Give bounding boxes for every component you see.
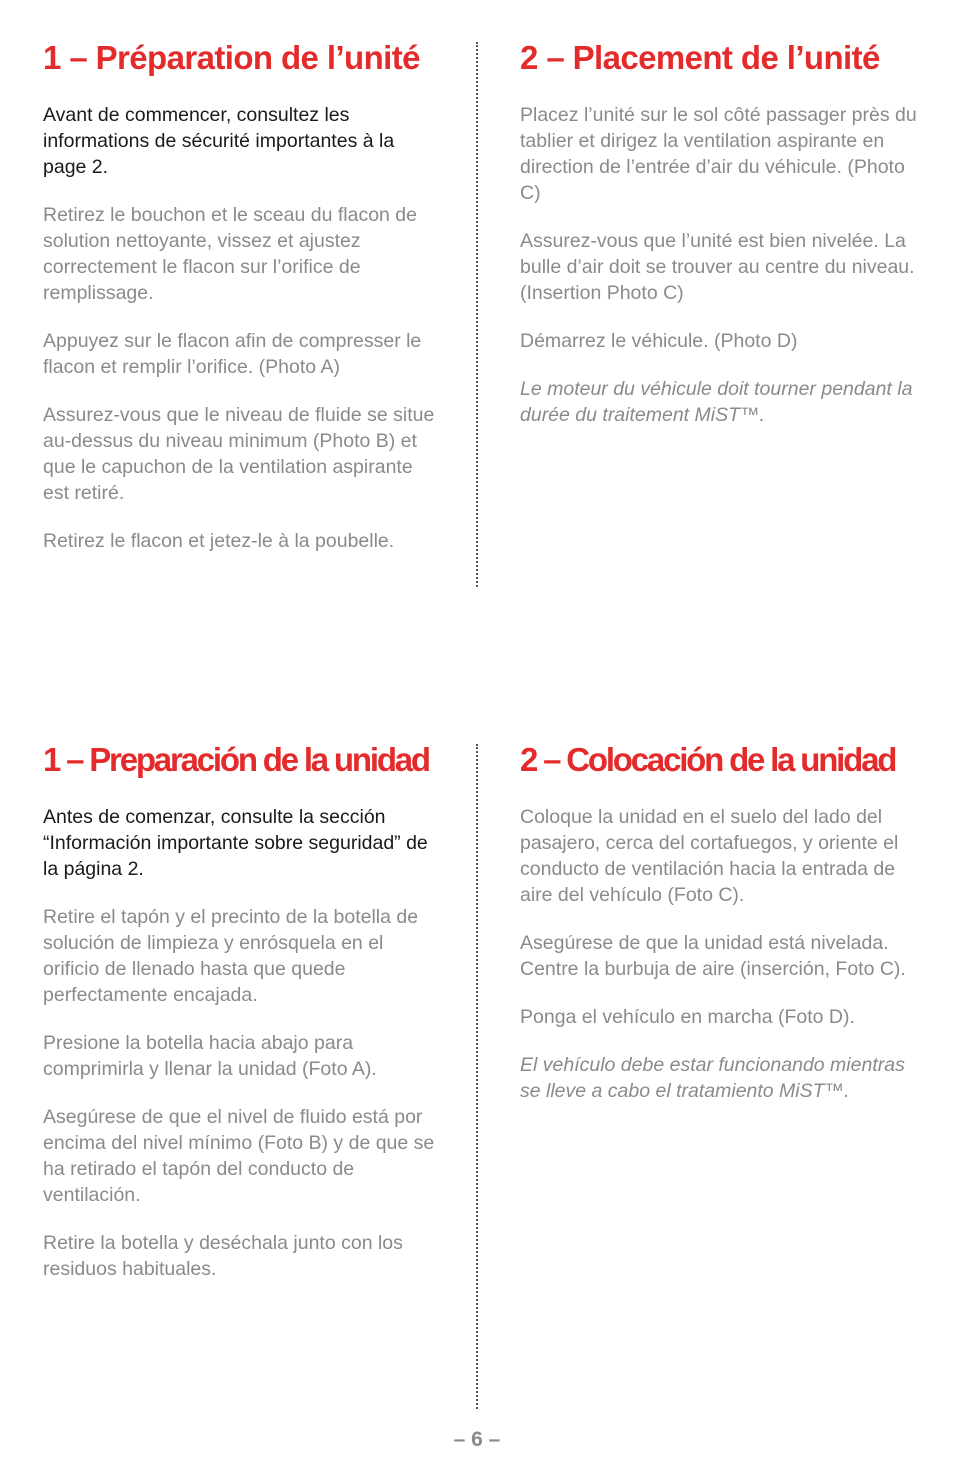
fr-placement-note: Le moteur du véhicule doit tourner pendant la durée du traitement MiST™. [520, 378, 913, 426]
es-preparation-step-1: Retire el tapón y el precinto de la botella de solución de limpieza y enrósquela en el orificio de llenado hasta que quede perfectamente encajada. [43, 906, 419, 1006]
es-column-divider [476, 744, 478, 1409]
es-preparation-step-3: Asegúrese de que el nivel de fluido está por encima del nivel mínimo (Foto B) y de que se ha retirado el tapón del conducto de ventilación. [43, 1106, 435, 1206]
es-preparation-title: 1 – Preparación de la unidad [43, 741, 429, 778]
es-preparation-step-4: Retire la botella y deséchala junto con los residuos habituales. [43, 1232, 403, 1280]
fr-placement-title: 2 – Placement de l’unité [520, 39, 880, 76]
es-preparation-column [43, 738, 438, 1304]
fr-preparation-step-3: Assurez-vous que le niveau de fluide se situe au-dessus du niveau minimum (Photo B) et que le capuchon de la ventilation aspirante est retiré. [43, 404, 435, 504]
es-placement-column [520, 738, 920, 1126]
fr-placement-step-2: Assurez-vous que l’unité est bien nivelée. La bulle d’air doit se trouver au centre du niveau. (Insertion Photo C) [520, 230, 915, 304]
es-placement-step-3: Ponga el vehículo en marcha (Foto D). [520, 1006, 855, 1028]
page-number: – 6 – [453, 1428, 501, 1451]
fr-column-divider [476, 42, 478, 587]
fr-preparation-step-2: Appuyez sur le flacon afin de compresser le flacon et remplir l’orifice. (Photo A) [43, 330, 422, 378]
spanish-section [0, 738, 954, 1418]
french-section [0, 36, 954, 596]
es-placement-title: 2 – Colocación de la unidad [520, 741, 896, 778]
fr-preparation-column [43, 36, 438, 576]
es-placement-note: El vehículo debe estar funcionando mientras se lleve a cabo el tratamiento MiST™. [520, 1054, 905, 1102]
es-preparation-step-2: Presione la botella hacia abajo para comprimirla y llenar la unidad (Foto A). [43, 1032, 377, 1080]
fr-preparation-title: 1 – Préparation de l’unité [43, 39, 420, 76]
fr-preparation-step-4: Retirez le flacon et jetez-le à la poubelle. [43, 530, 395, 552]
es-placement-step-2: Asegúrese de que la unidad está nivelada. Centre la burbuja de aire (inserción, Foto C). [520, 932, 906, 980]
fr-preparation-intro: Avant de commencer, consultez les informations de sécurité importantes à la page 2. [43, 104, 395, 178]
es-preparation-intro: Antes de comenzar, consulte la sección “Información importante sobre seguridad” de la página 2. [43, 806, 428, 880]
fr-preparation-step-1: Retirez le bouchon et le sceau du flacon de solution nettoyante, vissez et ajustez correctement le flacon sur l’orifice de remplissage. [43, 204, 417, 304]
fr-placement-column [520, 36, 920, 450]
fr-placement-step-1: Placez l’unité sur le sol côté passager près du tablier et dirigez la ventilation aspirante en direction de l’entrée d’air du véhicule. (Photo C) [520, 104, 917, 204]
fr-placement-step-3: Démarrez le véhicule. (Photo D) [520, 330, 798, 352]
es-placement-step-1: Coloque la unidad en el suelo del lado del pasajero, cerca del cortafuegos, y oriente el conducto de ventilación hacia la entrada de aire del vehículo (Foto C). [520, 806, 899, 906]
